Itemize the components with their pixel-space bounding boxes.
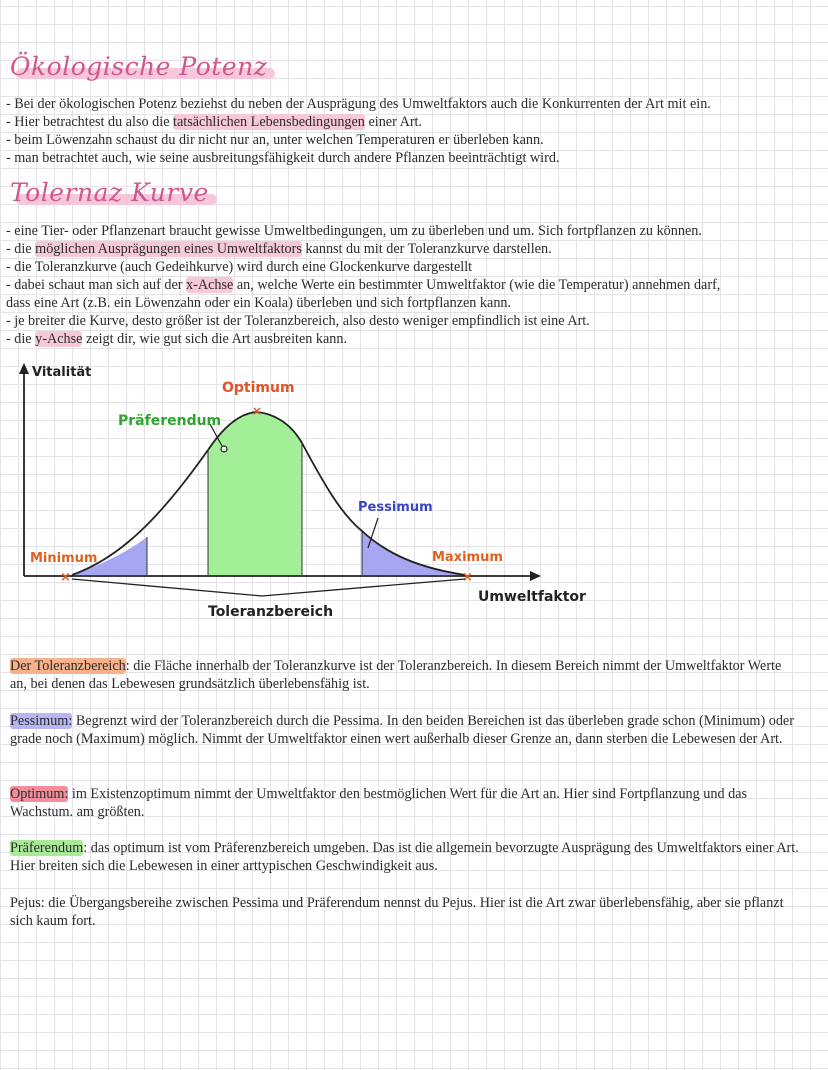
term-highlight: Der Toleranzbereich (10, 658, 126, 674)
definition-toleranzbereich: Der Toleranzbereich: die Fläche innerhalb der Toleranzkurve ist der Toleranzbereich. In diesem Bereich nimmt der Umweltfaktor Werte an, bei denen das Lebewesen grundsätzlich überlebensfähig ist. (10, 658, 782, 692)
list-item: - beim Löwenzahn schaust du dir nicht nur an, unter welchen Temperaturen er überleben kann. (6, 132, 544, 148)
highlight: x-Achse (186, 277, 234, 293)
potenz-bullet-list (6, 95, 821, 167)
list-item: - die möglichen Ausprägungen eines Umweltfaktors kannst du mit der Toleranzkurve darstellen. (6, 241, 552, 257)
tolerance-curve-diagram (0, 358, 828, 628)
maximum-marker: × (462, 570, 473, 585)
list-item: - je breiter die Kurve, desto größer ist der Toleranzbereich, also desto weniger empfindlich ist eine Art. (6, 313, 590, 329)
definition-pessimum: Pessimum: Begrenzt wird der Toleranzbereich durch die Pessima. In den beiden Bereichen ist das überleben grade schon (Minimum) oder grade noch (Maximum) möglich. Nimmt der Umweltfaktor einen wert außerhalb dieser Grenze an, dann sterben die Lebewesen der Art. (10, 713, 794, 747)
toleranz-bullet-list (6, 222, 821, 348)
minimum-label: Minimum (30, 551, 98, 566)
praeferendum-area (208, 412, 302, 575)
highlight: tatsächlichen Lebensbedingungen (173, 114, 365, 130)
optimum-label: Optimum (222, 380, 295, 396)
list-item: - eine Tier- oder Pflanzenart braucht gewisse Umweltbedingungen, um zu überleben und um. Sich fortpflanzen zu können. (6, 223, 702, 239)
optimum-marker: × (252, 404, 263, 418)
toleranzbereich-brace (72, 579, 465, 596)
term-highlight: Pessimum: (10, 713, 73, 729)
toleranzbereich-label: Toleranzbereich (208, 604, 334, 620)
section-title-text: Tolernaz Kurve (10, 178, 209, 207)
list-item: - dabei schaut man sich auf der x-Achse an, welche Werte ein bestimmter Umweltfaktor (wie die Temperatur) annehmen darf, (6, 277, 721, 293)
maximum-label: Maximum (432, 550, 503, 565)
list-item: - die y-Achse zeigt dir, wie gut sich die Art ausbreiten kann. (6, 331, 348, 347)
list-item: - die Toleranzkurve (auch Gedeihkurve) wird durch eine Glockenkurve dargestellt (6, 259, 473, 275)
list-item: dass eine Art (z.B. ein Löwenzahn oder ein Koala) überleben und sich fortpflanzen kann. (6, 295, 512, 311)
list-item: - Bei der ökologischen Potenz beziehst du neben der Ausprägung des Umweltfaktors auch die Konkurrenten der Art mit ein. (6, 96, 711, 112)
highlight: möglichen Ausprägungen eines Umweltfaktors (35, 241, 302, 257)
praeferendum-label: Präferendum (118, 413, 222, 429)
praeferendum-point (221, 446, 227, 452)
list-item: - Hier betrachtest du also die tatsächlichen Lebensbedingungen einer Art. (6, 114, 423, 130)
term-highlight: Optimum: (10, 786, 69, 802)
x-axis-label: Umweltfaktor (478, 589, 586, 605)
definition-praeferendum: Präferendum: das optimum ist vom Präferenzbereich umgeben. Das ist die allgemein bevorzugte Ausprägung des Umweltfaktors einer Art. Hier breiten sich die Lebewesen in einer arttypischen Geschwindigkeit aus. (10, 840, 799, 874)
definition-optimum: Optimum: im Existenzoptimum nimmt der Umweltfaktor den bestmöglichen Wert für die Art an. Hier sind Fortpflanzung und das Wachstum. am größten. (10, 786, 748, 820)
section-title-oekologische-potenz (10, 52, 267, 81)
section-title-text: Ökologische Potenz (10, 52, 268, 81)
minimum-marker: × (60, 570, 71, 585)
section-title-toleranz-kurve (10, 178, 209, 207)
y-axis-label: Vitalität (32, 365, 92, 380)
definition-pejus: Pejus: die Übergangsbereihe zwischen Pessima und Präferendum nennst du Pejus. Hier ist die Art zwar überlebensfähig, aber sie pflanzt sich kaum fort. (10, 895, 784, 929)
pessimum-label: Pessimum (358, 500, 433, 515)
highlight: y-Achse (35, 331, 83, 347)
term-highlight: Präferendum (10, 840, 84, 856)
list-item: - man betrachtet auch, wie seine ausbreitungsfähigkeit durch andere Pflanzen beeinträchtigt wird. (6, 150, 560, 166)
